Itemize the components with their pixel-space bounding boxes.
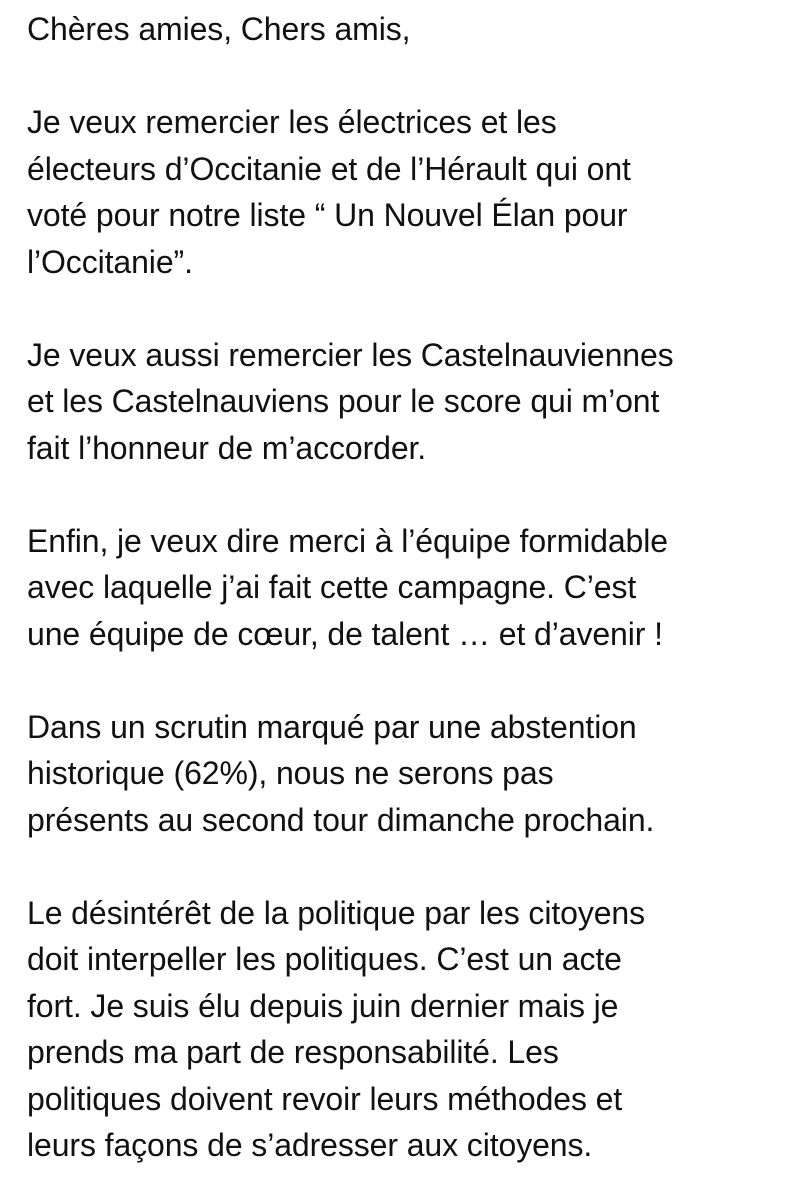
paragraph-line: fait l’honneur de m’accorder.	[27, 429, 427, 466]
paragraph-line: l’Occitanie”.	[27, 243, 193, 280]
thanks-team-paragraph	[27, 518, 781, 658]
paragraph-line: et les Castelnauviens pour le score qui m’ont	[27, 383, 660, 419]
paragraph-line: Dans un scrutin marqué par une abstention	[27, 708, 637, 745]
paragraph-line: une équipe de cœur, de talent … et d’avenir !	[27, 615, 663, 652]
paragraph-line: Je veux remercier les électrices et les	[27, 104, 557, 140]
thanks-castelnau-paragraph	[27, 332, 781, 472]
paragraph-line: Le désintérêt de la politique par les citoyens	[27, 894, 646, 931]
paragraph-line: historique (62%), nous ne serons pas	[27, 755, 554, 791]
paragraph-line: Je veux aussi remercier les Castelnauviennes	[27, 336, 674, 373]
abstention-paragraph	[27, 704, 781, 844]
paragraph-line: Chères amies, Chers amis,	[27, 11, 411, 47]
greeting-paragraph	[27, 6, 781, 53]
paragraph-line: doit interpeller les politiques. C’est un acte	[27, 941, 622, 977]
paragraph-line: voté pour notre liste “ Un Nouvel Élan pour	[27, 197, 628, 233]
paragraph-line: politiques doivent revoir leurs méthodes et	[27, 1080, 623, 1117]
paragraph-line: prends ma part de responsabilité. Les	[27, 1034, 559, 1070]
paragraph-line: électeurs d’Occitanie et de l’Hérault qui ont	[27, 150, 631, 187]
paragraph-line: présents au second tour dimanche prochain.	[27, 801, 655, 838]
paragraph-line: leurs façons de s’adresser aux citoyens.	[27, 1127, 593, 1163]
paragraph-line: fort. Je suis élu depuis juin dernier mais je	[27, 987, 619, 1024]
paragraph-line: Enfin, je veux dire merci à l’équipe formidable	[27, 522, 668, 559]
thanks-voters-paragraph	[27, 99, 781, 285]
responsibility-paragraph	[27, 890, 781, 1169]
paragraph-line: avec laquelle j’ai fait cette campagne. C’est	[27, 569, 637, 605]
